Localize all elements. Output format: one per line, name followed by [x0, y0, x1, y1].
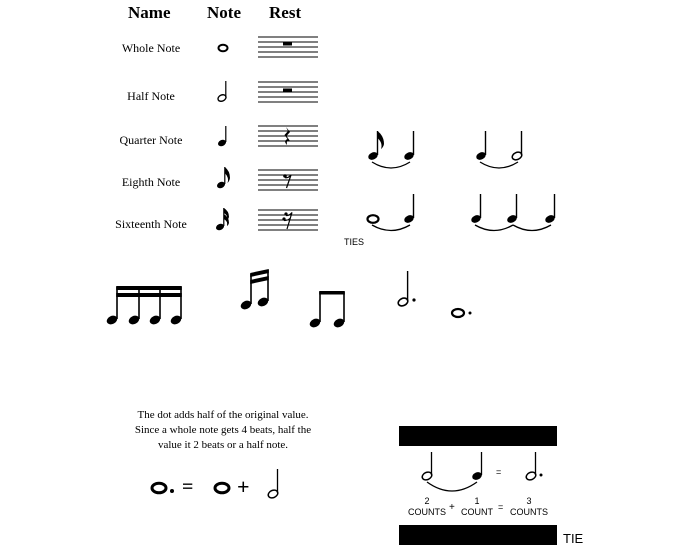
header-rest: Rest — [269, 3, 302, 22]
tie-count-1-number: 2 — [424, 496, 430, 506]
tie-count-3-number: 3 — [526, 496, 532, 506]
tie-box-half-note-icon — [421, 452, 433, 481]
row-label-whole: Whole Note — [121, 41, 181, 55]
tie-count-2-number: 1 — [474, 496, 480, 506]
equation-plus: + — [237, 474, 250, 499]
tie-count-1-unit: COUNTS — [408, 507, 446, 517]
tie-count-2 — [457, 496, 497, 518]
dot-line-2: Since a whole note gets 4 beats, half the — [134, 424, 312, 436]
dot-line-3: value it 2 beats or a half note. — [157, 439, 289, 451]
tie-count-3 — [505, 496, 553, 518]
equation-equals: = — [182, 476, 194, 498]
header-note: Note — [207, 3, 241, 22]
dot-line-1: The dot adds half of the original value. — [137, 409, 309, 421]
tie-count-1 — [405, 496, 449, 518]
tie-count-2-unit: COUNT — [461, 507, 493, 517]
tie-count-equals: = — [498, 502, 504, 512]
tie-box-tie-arc — [427, 482, 477, 491]
tie-count-plus: + — [449, 502, 455, 513]
tie-count-3-unit: COUNTS — [510, 507, 548, 517]
tie-box-quarter-note-icon — [471, 452, 483, 481]
header-name: Name — [128, 3, 171, 22]
row-label-eighth: Eighth Note — [121, 175, 181, 189]
row-label-sixteenth: Sixteenth Note — [115, 217, 187, 231]
row-label-quarter: Quarter Note — [119, 133, 183, 147]
tie-box-equals: = — [496, 467, 502, 477]
tie-label: TIE — [563, 531, 584, 546]
tie-box-dotted-half-icon — [525, 452, 543, 481]
ties-label: TIES — [344, 237, 365, 247]
row-label-half: Half Note — [127, 89, 175, 103]
